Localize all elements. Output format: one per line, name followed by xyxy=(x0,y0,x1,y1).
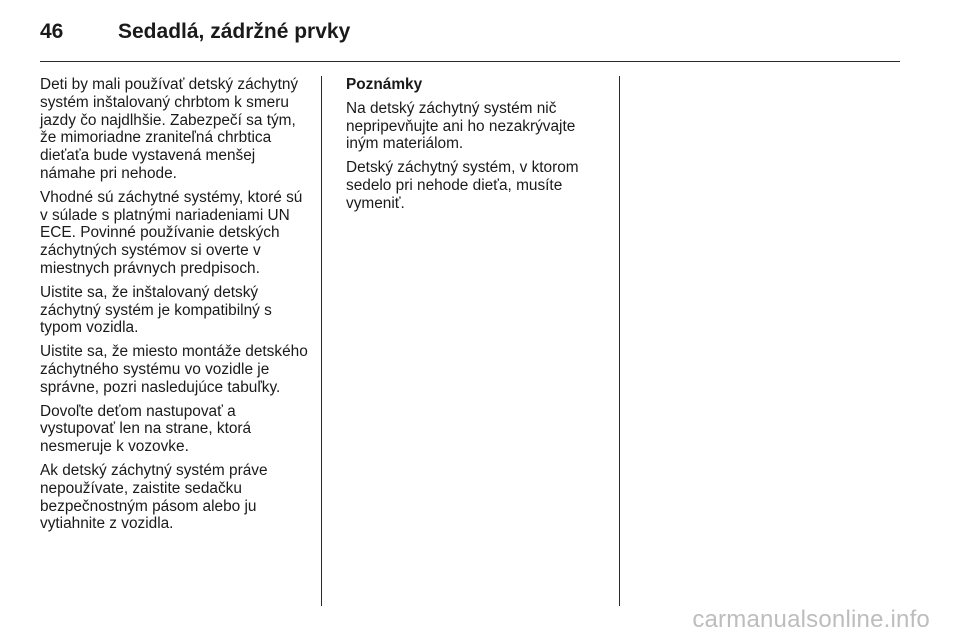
column-divider xyxy=(321,76,322,606)
paragraph: Dovoľte deťom nastupovať a vystupovať len na strane, ktorá nesmeruje k vozovke. xyxy=(40,402,252,456)
note-title: Poznámky xyxy=(346,76,423,93)
header-rule xyxy=(40,61,900,62)
paragraph: Vhodné sú záchytné systémy, ktoré sú v súlade s platnými nariadeniami UN ECE. Povinné používanie detských záchytných systémov si overte v miestnych právnych predpisoch. xyxy=(40,188,303,277)
left-column xyxy=(40,76,310,539)
paragraph: Uistite sa, že inštalovaný detský záchytný systém je kompatibilný s typom vozidla. xyxy=(40,283,272,337)
column-divider xyxy=(619,76,620,606)
paragraph: Ak detský záchytný systém práve nepoužívate, zaistite sedačku bezpečnostným pásom alebo ju vytiahnite z vozidla. xyxy=(40,461,268,533)
paragraph: Deti by mali používať detský záchytný systém inštalovaný chrbtom k smeru jazdy čo najdlhšie. Zabezpečí sa tým, že mimoriadne zraniteľná chrbtica dieťaťa bude vystavená menšej námahe pri nehode. xyxy=(40,76,299,182)
page-number: 46 xyxy=(40,20,64,43)
section-title: Sedadlá, zádržné prvky xyxy=(118,20,351,43)
paragraph: Uistite sa, že miesto montáže detského záchytného systému vo vozidle je správne, pozri nasledujúce tabuľky. xyxy=(40,343,308,396)
watermark: carmanualsonline.info xyxy=(692,606,930,633)
note-paragraph: Na detský záchytný systém nič nepripevňujte ani ho nezakrývajte iným materiálom. xyxy=(346,99,576,153)
page-header xyxy=(40,14,350,50)
notes-column xyxy=(346,76,604,219)
note-paragraph: Detský záchytný systém, v ktorom sedelo pri nehode dieťa, musíte vymeniť. xyxy=(346,159,579,212)
